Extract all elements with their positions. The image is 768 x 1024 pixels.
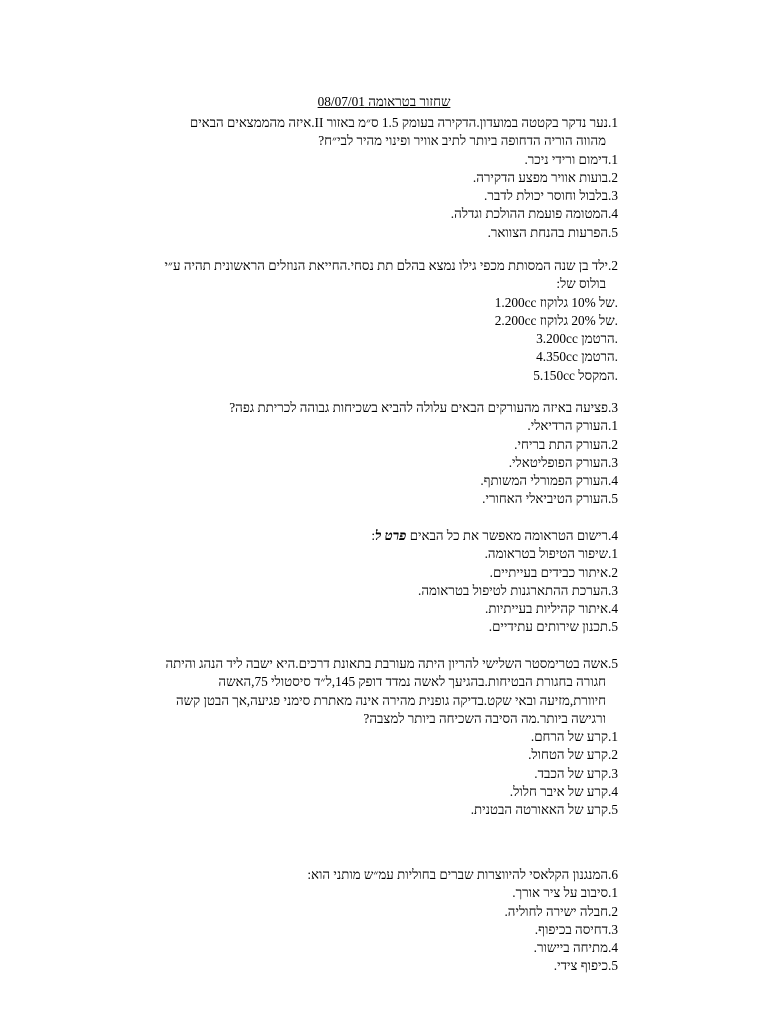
question-2-option-5: 5.150cc המקסל.: [533, 367, 618, 383]
question-5-line-2: חגורה בחגורת הבטיחות.בהגיעך לאשה נמדד דופק 145,ל״ד סיסטולי 75,האשה: [218, 674, 606, 690]
question-5-line-3: חיוורת,מזיעה ובאי שקט.בדיקה גופנית מהירה אינה מאתרת סימני פגיעה,אך הבטן קשה: [175, 692, 606, 708]
question-2-line-1: 2.ילד בן שנה המסותת מכפי גילו נמצא בהלם תת נסחי.החייאת הנוזלים הראשונית תהיה ע״י: [164, 258, 618, 273]
question-6-options: [106, 884, 618, 975]
question-4-emphasis: פרט ל: [375, 528, 407, 543]
question-6-line-1: 6.המנגנון הקלאסי להיווצרות שברים בחוליות עמ״ש מותני הוא:: [307, 867, 618, 882]
question-2: [106, 257, 618, 385]
question-1: [106, 114, 618, 242]
question-4-option-5: 5.תכנון שירותים עתידיים.: [488, 619, 618, 635]
question-1-line-2: מהווה הוריה הדחופה ביותר לתיב אוויר ופינוי מהיר לבי״ח?: [318, 133, 606, 149]
question-3-option-5: 5.העורק הטיביאלי האחורי.: [482, 491, 618, 507]
question-1-option-4: 4.המטומה פועמת ההולכת וגדלה.: [450, 206, 618, 222]
question-2-option-1: 1.200cc של 10% גלוקוז.: [494, 294, 618, 310]
question-2-options: [106, 294, 618, 385]
question-2-option-2: 2.200cc של 20% גלוקוז.: [494, 312, 618, 328]
question-4-tail: :: [371, 528, 376, 543]
question-2-option-4: 4.350cc הרטמן.: [536, 349, 618, 365]
question-3-line-1: 3.פציעה באיזה מהעורקים הבאים עלולה להביא בשכיחות גבוהה לכריתת גפה?: [229, 400, 618, 415]
question-5-options: [88, 728, 618, 819]
question-6-option-3: 3.דחיסה בכיפוף.: [534, 921, 618, 937]
question-5-option-2: 2.קרע של הטחול.: [528, 747, 618, 763]
question-3-option-1: 1.העורק הרדיאלי.: [527, 418, 618, 434]
question-4-stem: 4.רישום הטראומה מאפשר את כל הבאים: [409, 528, 618, 543]
question-5-option-1: 1.קרע של הרחם.: [530, 729, 618, 745]
question-4-options: [106, 545, 618, 636]
question-1-option-3: 3.בלבול וחוסר יכולת לדבר.: [484, 188, 618, 204]
question-4-option-2: 2.איתור כבידים בעייתיים.: [489, 564, 618, 580]
question-6-option-1: 1.סיבוב על ציר אורך.: [512, 885, 618, 901]
question-1-line-1: 1.נער נדקר בקטטה במועדון.הדקירה בעומק 1.5 ס״מ באזור II.איזה מהממצאים הבאים: [189, 115, 618, 130]
question-4-line-1: [106, 527, 618, 545]
question-1-options: [106, 151, 618, 242]
question-1-option-1: 1.דימום ורידי ניכר.: [524, 151, 618, 167]
question-4: [106, 527, 618, 637]
question-4-option-1: 1.שיפור הטיפול בטראומה.: [484, 546, 618, 562]
question-5-option-4: 4.קרע של איבר חלול.: [509, 784, 618, 800]
question-5-option-3: 3.קרע של הכבד.: [534, 765, 618, 781]
question-5-line-1: 5.אשה בטרימסטר השלישי להריון היתה מעורבת בתאונת דרכים.היא ישבה ליד הנהג והיתה: [165, 656, 618, 671]
question-3-options: [106, 417, 618, 508]
question-3: [106, 399, 618, 509]
question-6-option-4: 4.מתיחה ביישור.: [533, 940, 618, 956]
question-6-option-5: 5.כיפוף צידי.: [553, 958, 618, 974]
question-3-option-4: 4.העורק הפמורלי המשותף.: [480, 473, 618, 489]
question-3-option-3: 3.העורק הפופליטאלי.: [508, 454, 618, 470]
question-3-option-2: 2.העורק התת בריחי.: [514, 436, 618, 452]
question-1-option-5: 5.הפרעות בהנחת הצוואר.: [487, 224, 618, 240]
question-2-line-2: בולוס של:: [556, 276, 606, 292]
question-6: [106, 866, 618, 976]
question-5-option-5: 5.קרע של האאורטה הבטנית.: [470, 802, 618, 818]
question-6-option-2: 2.חבלה ישירה לחוליה.: [504, 903, 618, 919]
question-2-option-3: 3.200cc הרטמן.: [536, 331, 618, 347]
question-5: [88, 655, 618, 820]
question-1-option-2: 2.בועות אוויר מפצע הדקירה.: [472, 169, 618, 185]
document-title: שחזור בטראומה 08/07/01: [317, 94, 451, 109]
question-5-line-4: ורגישה ביותר.מה הסיבה השכיחה ביותר למצבה?: [363, 710, 606, 726]
question-4-option-4: 4.איתור קהיליות בעייתיות.: [485, 601, 618, 617]
question-4-option-3: 3.הערכת ההתארגנות לטיפול בטראומה.: [418, 582, 618, 598]
